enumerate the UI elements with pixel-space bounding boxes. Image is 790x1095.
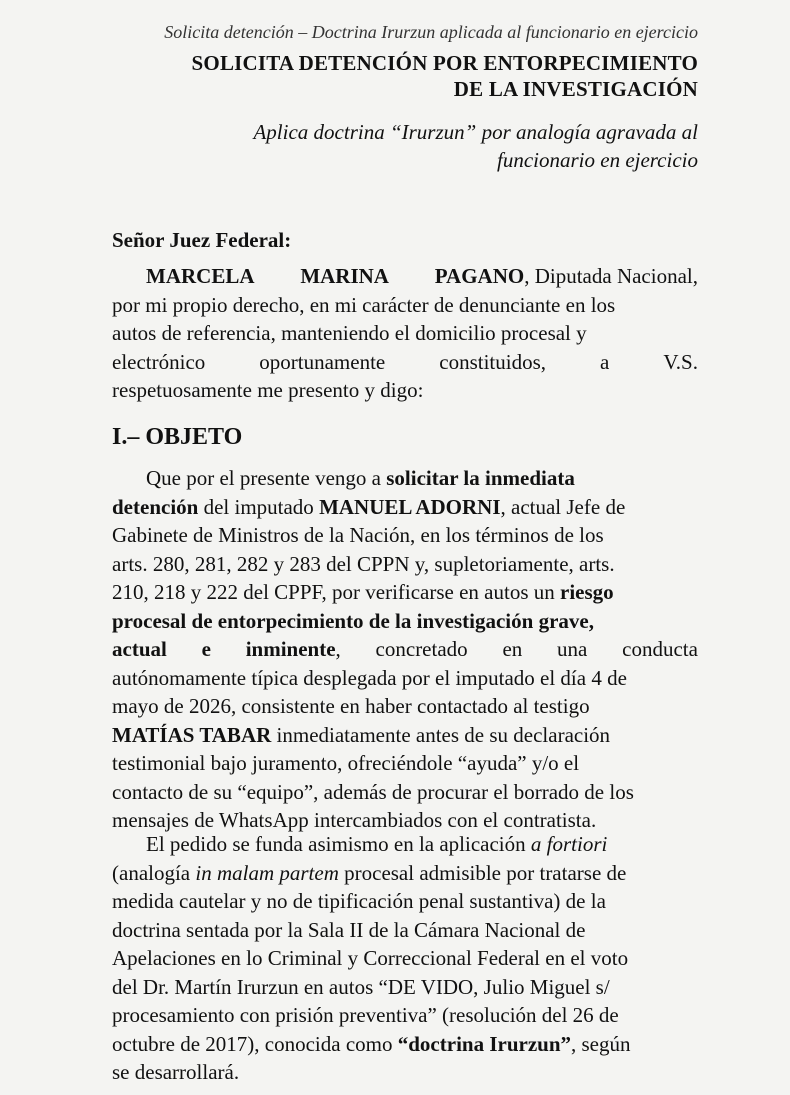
word: V.S. [663,349,698,374]
witness-name: MATÍAS TABAR [112,722,272,747]
document-subtitle [253,118,698,174]
text-line [112,1030,698,1059]
party-name-first: MARCELA [146,264,255,288]
text-line: respetuosamente me presento y digo: [112,378,424,402]
text-line [112,830,698,859]
word: inminente [245,637,336,661]
text-line: contacto de su “equipo”, además de procurar el borrado de los [112,779,634,804]
word: e [201,637,211,661]
subtitle-line: Aplica doctrina “Irurzun” por analogía agravada al [253,120,698,144]
text-line [112,721,698,750]
text-run: , según [571,1031,631,1056]
text-line [112,493,698,522]
text-line: procesal de entorpecimiento de la investigación grave, [112,608,594,633]
text-run: Que por el presente vengo a [146,466,387,490]
word: a [600,349,610,374]
text-line: procesamiento con prisión preventiva” (resolución del 26 de [112,1003,619,1027]
section-heading: I.– OBJETO [112,424,243,450]
party-name-middle: MARINA [300,264,389,288]
text-line: autónomamente típica desplegada por el imputado el día 4 de [112,665,627,690]
objeto-paragraph [112,464,698,835]
text-line [112,859,698,888]
text-line: Apelaciones en lo Criminal y Correccional Federal en el voto [112,946,629,970]
running-head: Solicita detención – Doctrina Irurzun aplicada al funcionario en ejercicio [164,22,698,42]
text-line: mayo de 2026, consistente en haber contactado al testigo [112,694,590,718]
intro-paragraph [112,262,698,405]
doctrine-name: “doctrina Irurzun” [397,1031,571,1056]
text-line [112,348,698,377]
word: oportunamente [259,349,386,374]
subtitle-line: funcionario en ejercicio [497,148,698,172]
text-line: arts. 280, 281, 282 y 283 del CPPN y, supletoriamente, arts. [112,551,615,576]
defendant-name: MANUEL ADORNI [319,494,501,519]
word: en [502,637,523,661]
text-run: El pedido se funda asimismo en la aplicación [146,832,531,856]
text-line: doctrina sentada por la Sala II de la Cámara Nacional de [112,917,586,942]
text-run: procesal admisible por tratarse de [338,860,627,885]
text-line: autos de referencia, manteniendo el domicilio procesal y [112,321,587,345]
addressee: Señor Juez Federal: [112,228,292,252]
text-run: 210, 218 y 222 del CPPF, por verificarse en autos un [112,580,561,604]
text-run: (analogía [112,860,196,885]
text-line: medida cautelar y no de tipificación penal sustantiva) de la [112,889,606,913]
text-line [112,464,698,493]
emphasis: detención [112,494,199,519]
text-line: se desarrollará. [112,1060,240,1084]
text-line: del Dr. Martín Irurzun en autos “DE VIDO, Julio Miguel s/ [112,974,610,999]
word: actual [112,637,167,661]
word: electrónico [112,349,206,374]
word: una [557,637,588,661]
title-line: SOLICITA DETENCIÓN POR ENTORPECIMIENTO [191,51,698,75]
word: constituidos, [439,349,547,374]
text-run: octubre de 2017), conocida como [112,1031,398,1056]
text-line: mensajes de WhatsApp intercambiados con el contratista. [112,808,597,832]
text-run: , actual Jefe de [500,494,626,519]
document-title [192,50,698,102]
emphasis: solicitar la inmediata [386,466,575,490]
title-line: DE LA INVESTIGACIÓN [453,77,698,101]
text-run: inmediatamente antes de su declaración [271,722,611,747]
word: conducta [622,637,698,661]
word-wrap [246,635,341,664]
party-name-last-wrap [435,262,698,291]
foundation-paragraph [112,830,698,1087]
punctuation: , [335,637,341,661]
latin-phrase: in malam partem [195,860,339,885]
text-line: testimonial bajo juramento, ofreciéndole “ayuda” y/o el [112,751,580,775]
latin-phrase: a fortiori [530,832,608,856]
emphasis: riesgo [560,580,614,604]
text-run: del imputado [198,494,320,519]
text-line [112,635,698,664]
party-name-last: PAGANO [434,264,525,288]
text-line [112,578,698,607]
text-line: Gabinete de Ministros de la Nación, en los términos de los [112,523,604,547]
party-role: , Diputada Nacional, [524,264,698,288]
text-line [112,262,698,291]
text-line: por mi propio derecho, en mi carácter de denunciante en los [112,292,616,317]
word: concretado [375,637,468,661]
